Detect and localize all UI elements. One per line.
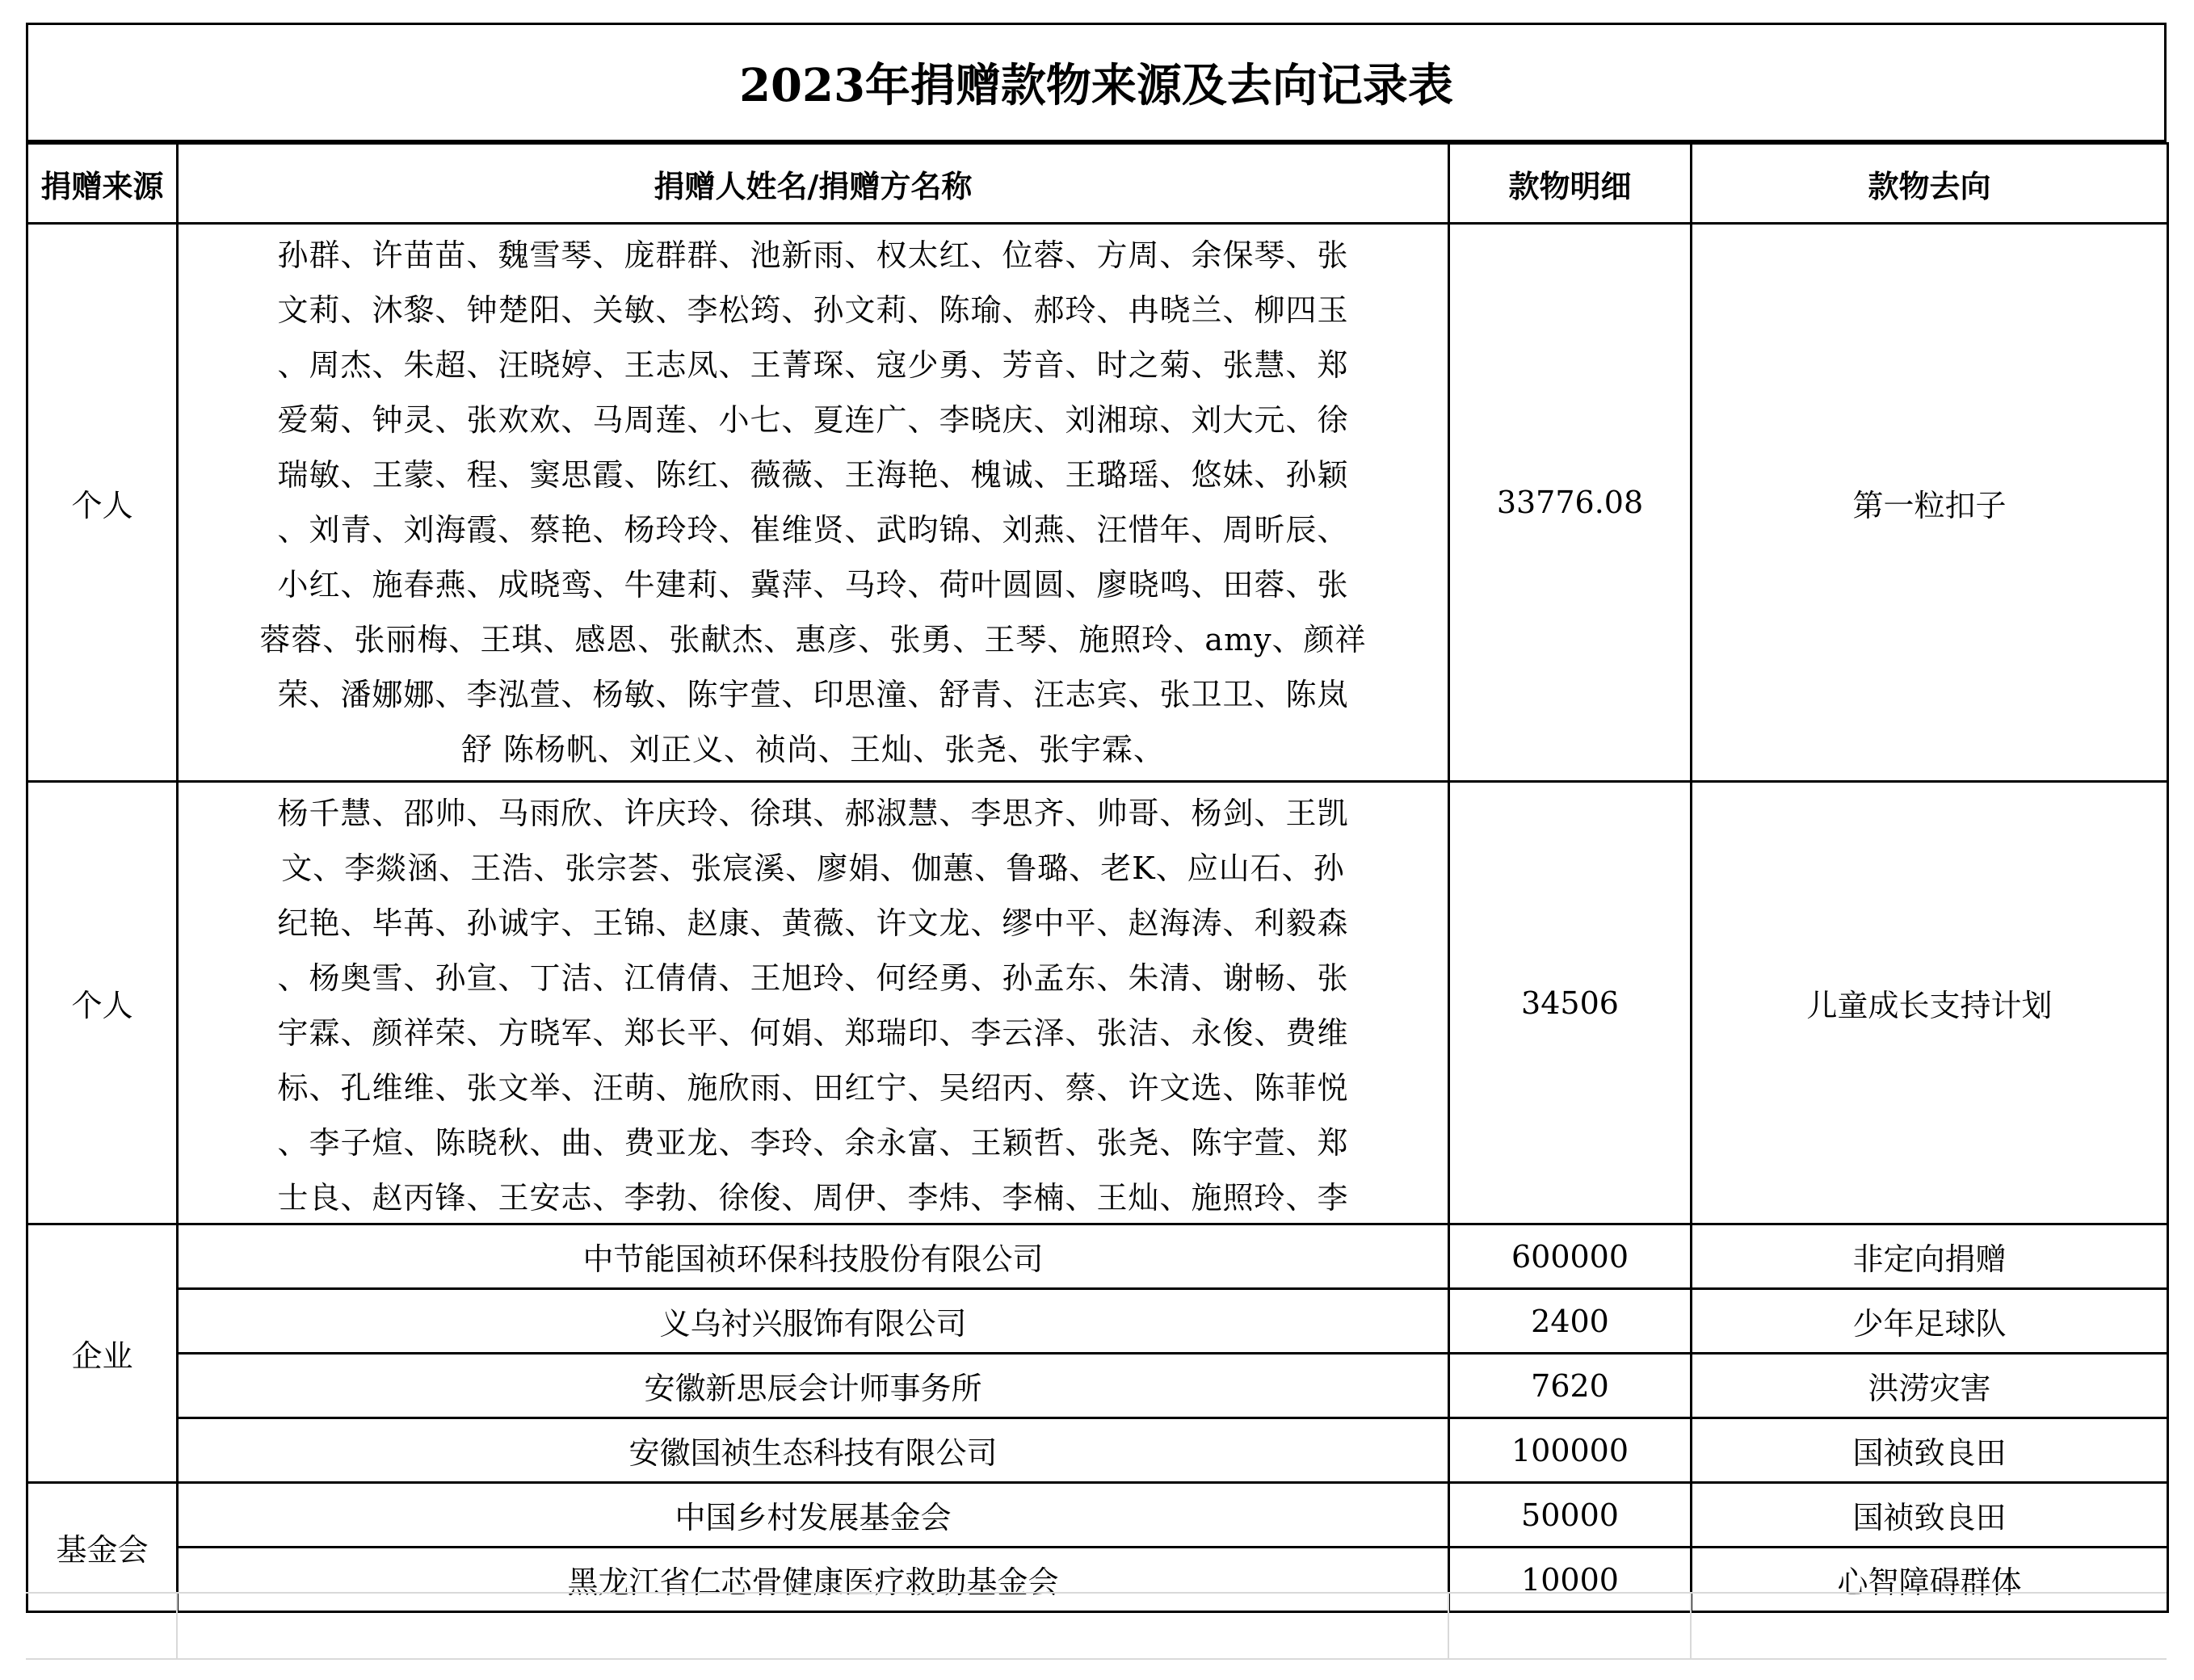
destination-cell: 国祯致良田	[1692, 1418, 2168, 1483]
grid-line	[1690, 1594, 1692, 1658]
name-line: 、李子煊、陈晓秋、曲、费亚龙、李玲、余永富、王颖哲、张尧、陈宇萱、郑	[277, 1125, 1349, 1161]
name-line: 舒 陈杨帆、刘正义、祯尚、王灿、张尧、张宇霖、	[460, 732, 1166, 767]
header-row	[27, 144, 2168, 224]
name-line: 宇霖、颜祥荣、方晓军、郑长平、何娟、郑瑞印、李云泽、张洁、永俊、费维	[277, 1015, 1349, 1051]
destination-cell: 心智障碍群体	[1692, 1548, 2168, 1612]
detail-cell: 600000	[1449, 1224, 1692, 1289]
donor-names-cell	[178, 782, 1449, 1224]
detail-cell: 10000	[1449, 1548, 1692, 1612]
name-line: 标、孔维维、张文举、汪萌、施欣雨、田红宁、吴绍丙、蔡、许文选、陈菲悦	[277, 1070, 1349, 1106]
source-cell: 个人	[27, 782, 178, 1224]
org-name-cell: 黑龙江省仁芯骨健康医疗救助基金会	[178, 1548, 1449, 1612]
name-line: 、周杰、朱超、汪晓婷、王志凤、王菁琛、寇少勇、芳音、时之菊、张慧、郑	[277, 347, 1349, 383]
grid-line	[1448, 1594, 1449, 1658]
source-cell: 企业	[27, 1224, 178, 1483]
name-line: 孙群、许苗苗、魏雪琴、庞群群、池新雨、权太红、位蓉、方周、余保琴、张	[277, 237, 1349, 273]
donation-table	[26, 142, 2169, 1613]
org-name-cell: 义乌衬兴服饰有限公司	[178, 1289, 1449, 1354]
destination-cell: 少年足球队	[1692, 1289, 2168, 1354]
name-line: 、刘青、刘海霞、蔡艳、杨玲玲、崔维贤、武昀锦、刘燕、汪惜年、周昕辰、	[277, 512, 1349, 548]
table-row	[27, 782, 2168, 1224]
destination-cell: 洪涝灾害	[1692, 1354, 2168, 1418]
name-line: 文莉、沐黎、钟楚阳、关敏、李松筠、孙文莉、陈瑜、郝玲、冉晓兰、柳四玉	[277, 292, 1349, 328]
donor-names-cell	[178, 224, 1449, 782]
table-row	[27, 1418, 2168, 1483]
grid-line	[176, 1594, 178, 1658]
name-line: 蓉蓉、张丽梅、王琪、感恩、张献杰、惠彦、张勇、王琴、施照玲、amy、颜祥	[259, 622, 1367, 657]
name-line: 、杨奥雪、孙宣、丁洁、江倩倩、王旭玲、何经勇、孙孟东、朱清、谢畅、张	[277, 960, 1349, 996]
name-line: 荣、潘娜娜、李泓萱、杨敏、陈宇萱、印思潼、舒青、汪志宾、张卫卫、陈岚	[277, 677, 1349, 712]
header-name: 捐赠人姓名/捐赠方名称	[178, 144, 1449, 224]
detail-cell: 34506	[1449, 782, 1692, 1224]
header-source: 捐赠来源	[27, 144, 178, 224]
empty-grid-row	[26, 1592, 2167, 1660]
table-row	[27, 1483, 2168, 1548]
destination-cell: 第一粒扣子	[1692, 224, 2168, 782]
name-line: 纪艳、毕苒、孙诚宇、王锦、赵康、黄薇、许文龙、缪中平、赵海涛、利毅森	[277, 905, 1349, 941]
table-row	[27, 1289, 2168, 1354]
name-line: 士良、赵丙锋、王安志、李勃、徐俊、周伊、李炜、李楠、王灿、施照玲、李	[277, 1180, 1349, 1216]
org-name-cell: 中国乡村发展基金会	[178, 1483, 1449, 1548]
detail-cell: 7620	[1449, 1354, 1692, 1418]
header-detail: 款物明细	[1449, 144, 1692, 224]
org-name-cell: 安徽国祯生态科技有限公司	[178, 1418, 1449, 1483]
table-title: 2023年捐赠款物来源及去向记录表	[26, 23, 2167, 142]
name-line: 爱菊、钟灵、张欢欢、马周莲、小七、夏连广、李晓庆、刘湘琼、刘大元、徐	[277, 402, 1349, 438]
detail-cell: 33776.08	[1449, 224, 1692, 782]
name-line: 文、李燚涵、王浩、张宗荟、张宸溪、廖娟、伽蕙、鲁璐、老K、应山石、孙	[281, 850, 1345, 886]
org-name-cell: 中节能国祯环保科技股份有限公司	[178, 1224, 1449, 1289]
table-row	[27, 1354, 2168, 1418]
name-line: 小红、施春燕、成晓鸾、牛建莉、冀萍、马玲、荷叶圆圆、廖晓鸣、田蓉、张	[277, 567, 1349, 603]
header-destination: 款物去向	[1692, 144, 2168, 224]
destination-cell: 国祯致良田	[1692, 1483, 2168, 1548]
table-row	[27, 224, 2168, 782]
detail-cell: 100000	[1449, 1418, 1692, 1483]
detail-cell: 50000	[1449, 1483, 1692, 1548]
source-cell: 基金会	[27, 1483, 178, 1612]
name-line: 杨千慧、邵帅、马雨欣、许庆玲、徐琪、郝淑慧、李思齐、帅哥、杨剑、王凯	[277, 796, 1349, 831]
org-name-cell: 安徽新思辰会计师事务所	[178, 1354, 1449, 1418]
detail-cell: 2400	[1449, 1289, 1692, 1354]
table-row	[27, 1224, 2168, 1289]
destination-cell: 非定向捐赠	[1692, 1224, 2168, 1289]
name-line: 瑞敏、王蒙、程、窦思霞、陈红、薇薇、王海艳、槐诚、王璐瑶、悠妹、孙颖	[277, 457, 1349, 493]
destination-cell: 儿童成长支持计划	[1692, 782, 2168, 1224]
source-cell: 个人	[27, 224, 178, 782]
